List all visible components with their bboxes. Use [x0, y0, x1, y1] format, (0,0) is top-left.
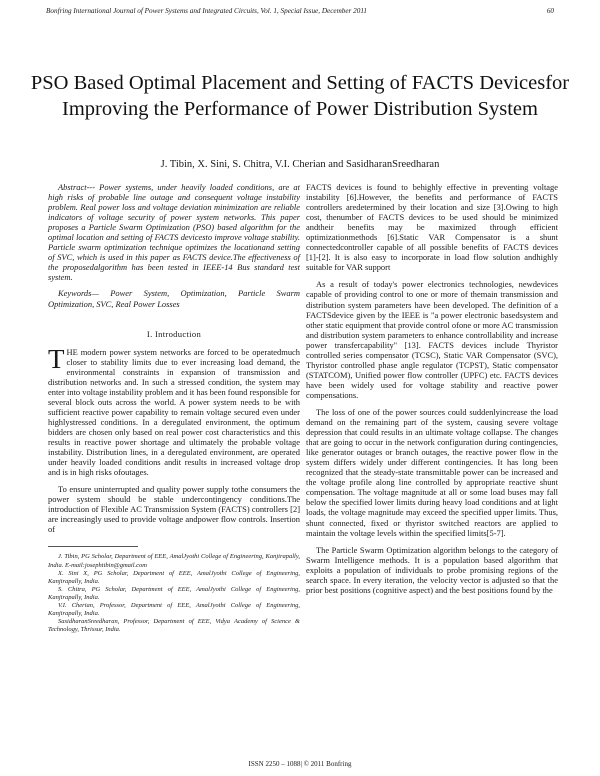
footnote-divider	[48, 546, 138, 547]
page-number: 60	[546, 7, 554, 15]
footnote-author: J. Tibin, PG Scholar, Department of EEE, AmalJyothi College of Engineering, Kanjirapally, India. E-mail:josephtibin@gmail.com	[48, 553, 300, 569]
right-column	[306, 182, 558, 595]
drop-cap: T	[48, 343, 65, 374]
right-paragraph-3: The loss of one of the power sources could suddenlyincrease the load demand on the remaining part of the system, causing severe voltage depression that could results in an ultimate voltage collapse. The changes that are going to occur in the network configuration during contingencies, like generator outages or branch outages, the reactive power flow in the system differs widely under different contingencies. It has long been recognized that the steady-state transmittable power can be increased and the voltage profile along line controlled by appropriate reactive shunt compensation. The voltage magnitude at all or some load buses may fall below the specified lower limits during heavy load conditions and at light loads, the voltage magnitude may exceed the specified upper limits. Thus, shunt connected, fixed or thyristor switched reactors are applied to maintain the voltage levels within the specified limits[5-7].	[306, 406, 558, 538]
author-list: J. Tibin, X. Sini, S. Chitra, V.I. Cherian and SasidharanSreedharan	[160, 159, 440, 170]
right-paragraph-2: As a result of today's power electronics technologies, newdevices capable of providing control to one or more of themain transmission and distribution system parameters have been developed. The definition of a FACTSdevice given by the IEEE is "a power electronic basedsystem and other static equipment that provide control ofone or more AC transmission and distribution system parameters to enhance controllability and increase power transfercapability" [13]. FACTS devices include Thyristor controlled series compensator (TCSC), Static VAR Compensator (SVC), Thyristor controlled phase angle regulator (TCPST), Static compensator (STATCOM), Unified power flow controller (UPFC) etc. FACTS devices have been widely used for voltage stability and reactive power compensations.	[306, 279, 558, 400]
footnote-author: V.I. Cherian, Professor, Department of EEE, AmalJyothi College of Engineering, Kanjirapally, India.	[48, 602, 300, 618]
running-header	[46, 7, 554, 15]
journal-citation: Bonfring International Journal of Power Systems and Integrated Circuits, Vol. 1, Special Issue, December 2011	[46, 7, 367, 15]
abstract: Abstract--- Power systems, under heavily loaded conditions, are at high risks of probable line outage and consequent voltage instability problem. Real power loss and voltage deviation minimization are reliable indicators of voltage security of power system networks. This paper proposes a Particle Swarm Optimization (PSO) based algorithm for the optimal location and setting of FACTS devicesto improve voltage stability. Particle swarm optimization technique optimizes the locationand setting of SVC, which is used in this paper as FACTS device.The effectiveness of the proposedalgorithm has been tested in IEEE-14 Bus standard test system.	[48, 182, 300, 283]
section-heading-introduction: I. Introduction	[146, 328, 202, 339]
footnote-author: SasidharanSreedharan, Professor, Department of EEE, Vidya Academy of Science & Technology, Thrissur, India.	[48, 618, 300, 634]
intro-paragraph-2: To ensure uninterrupted and quality power supply tothe consumers the power system should be stable undercontingency conditions.The introduction of Flexible AC Transmission System (FACTS) controllers [2] are increasingly used to provide voltage andpower flow controls. Insertion of	[48, 484, 300, 535]
page-footer: ISSN 2250 – 1088| © 2011 Bonfring	[248, 760, 352, 768]
paper-title: PSO Based Optimal Placement and Setting of FACTS Devicesfor Improving the Performance of Power Distribution System	[30, 72, 570, 120]
keywords: Keywords— Power System, Optimization, Particle Swarm Optimization, SVC, Real Power Losses	[48, 288, 300, 309]
right-paragraph-1: FACTS devices is found to behighly effective in preventing voltage instability [6].However, the benefits and performance of FACTS controllers aredetermined by their location and size [3].Owing to high cost, thenumber of FACTS devices to be used should be minimized andtheir benefits may be maximized through efficient optimizationmethods [6].Static VAR Compensator is a shunt connectedcontroller capable of all possible benefits of FACTS devices [1]-[2]. It is also easy to incorporate in load flow solution andhighly suitable for VAR support	[306, 182, 558, 273]
right-paragraph-4: The Particle Swarm Optimization algorithm belongs to the category of Swarm Intelligence methods. It is a population based algorithm that exploits a population of individuals to probe promising regions of the search space. In every iteration, the velocity vector is adjusted so that the prior best positions (cognitive aspect) and the best positions found by the	[306, 544, 558, 595]
intro-paragraph-1	[48, 343, 300, 478]
intro-paragraph-1-text: HE modern power system networks are forced to be operatedmuch closer to stability limits due to ever increasing load demand, the environmental constraints in expansion of transmission and distribution networks and. In such a stressed condition, the system may enter into voltage instability problem and it has been found responsible for several block outs across the world. A power system needs to be with sufficient reactive power capability to remain voltage secured even under highlystressed conditions. In a deregulated environment, the optimum bidders are chosen only based on real power cost characteristics and this results in reactive power shortage and ultimately the probable voltage instability. Distribution lines, in a deregulated environment, are operated under heavily loaded conditions andit results in increased voltage drop and is in high risks ofoutages.	[48, 346, 300, 478]
left-column	[48, 182, 300, 634]
footnote-author: S. Chitra, PG Scholar, Department of EEE, AmalJyothi College of Engineering, Kanjirapally, India.	[48, 585, 300, 601]
footnote-author: X. Sini X, PG Scholar, Department of EEE, AmalJyothi College of Engineering, Kanjirapally, India.	[48, 569, 300, 585]
